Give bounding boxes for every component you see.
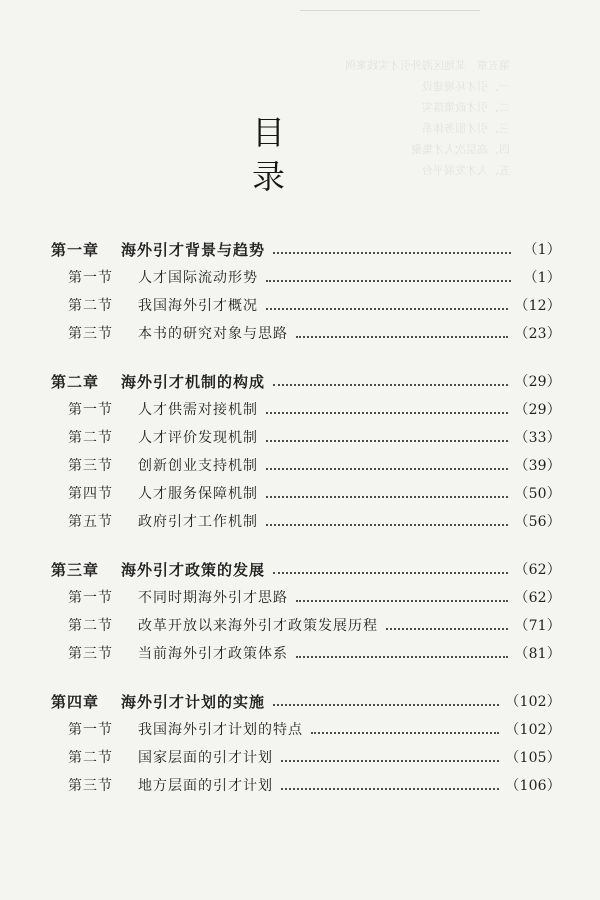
section-number: 第一节 [68, 402, 113, 418]
page-number: （29） [514, 374, 561, 390]
ghost-line: 第五章 某地区海外引才实践案例 [345, 59, 510, 72]
dot-leader [296, 335, 508, 338]
dot-leader [273, 703, 499, 706]
section-title: 人才评价发现机制 [138, 430, 258, 446]
section-title: 人才国际流动形势 [138, 270, 258, 286]
page-number: （23） [514, 326, 561, 342]
section-title: 本书的研究对象与思路 [138, 326, 288, 342]
page-number: （50） [514, 486, 561, 502]
page-number: （102） [505, 694, 561, 710]
section-row [51, 772, 561, 800]
section-number: 第二节 [68, 430, 113, 446]
chapter-block [51, 368, 561, 536]
chapter-number: 第三章 [51, 561, 100, 579]
section-row [51, 396, 561, 424]
chapter-title: 海外引才计划的实施 [121, 693, 266, 711]
page-number: （106） [505, 778, 561, 794]
chapter-number: 第四章 [51, 693, 100, 711]
dot-leader [273, 383, 508, 386]
dot-leader [266, 495, 508, 498]
section-number: 第三节 [68, 326, 113, 342]
section-row [51, 744, 561, 772]
chapter-title: 海外引才政策的发展 [121, 561, 266, 579]
section-row [51, 716, 561, 744]
dot-leader [281, 759, 499, 762]
page-number: （62） [514, 590, 561, 606]
page-number: （56） [514, 514, 561, 530]
section-title: 地方层面的引才计划 [138, 778, 273, 794]
section-title: 改革开放以来海外引才政策发展历程 [138, 618, 378, 634]
page-number: （29） [514, 402, 561, 418]
section-title: 政府引才工作机制 [138, 514, 258, 530]
section-title: 创新创业支持机制 [138, 458, 258, 474]
dot-leader [386, 627, 508, 630]
table-of-contents [51, 236, 561, 800]
page-number: （102） [505, 722, 561, 738]
chapter-block [51, 688, 561, 800]
dot-leader [281, 787, 499, 790]
section-row [51, 584, 561, 612]
ghost-line: 一、引才环境建设 [422, 80, 510, 93]
ghost-line: 五、人才发展平台 [422, 164, 510, 177]
section-number: 第三节 [68, 458, 113, 474]
dot-leader [266, 411, 508, 414]
ghost-line: 二、引才政策落实 [422, 101, 510, 114]
dot-leader [273, 571, 508, 574]
section-row [51, 320, 561, 348]
chapter-row [51, 688, 561, 716]
chapter-row [51, 556, 561, 584]
section-row [51, 264, 561, 292]
section-title: 我国海外引才概况 [138, 298, 258, 314]
section-number: 第二节 [68, 750, 113, 766]
page-title: 目 录 [252, 113, 386, 196]
chapter-title: 海外引才背景与趋势 [121, 241, 266, 259]
chapter-row [51, 368, 561, 396]
chapter-number: 第二章 [51, 373, 100, 391]
section-row [51, 480, 561, 508]
dot-leader [266, 439, 508, 442]
header-rule [300, 0, 480, 11]
dot-leader [266, 523, 508, 526]
dot-leader [296, 655, 508, 658]
chapter-row [51, 236, 561, 264]
page-number: （62） [514, 562, 561, 578]
section-row [51, 292, 561, 320]
section-number: 第一节 [68, 270, 113, 286]
section-number: 第一节 [68, 722, 113, 738]
page-number: （12） [514, 298, 561, 314]
section-number: 第四节 [68, 486, 113, 502]
section-title: 国家层面的引才计划 [138, 750, 273, 766]
section-number: 第三节 [68, 646, 113, 662]
page-number: （33） [514, 430, 561, 446]
section-title: 人才供需对接机制 [138, 402, 258, 418]
section-row [51, 640, 561, 668]
section-title: 不同时期海外引才思路 [138, 590, 288, 606]
section-number: 第二节 [68, 298, 113, 314]
section-title: 我国海外引才计划的特点 [138, 722, 303, 738]
ghost-line: 四、高层次人才集聚 [411, 143, 510, 156]
dot-leader [273, 251, 511, 254]
ghost-line: 三、引才服务体系 [422, 122, 510, 135]
page-number: （1） [523, 270, 561, 286]
dot-leader [266, 279, 511, 282]
page-number: （81） [514, 646, 561, 662]
chapter-number: 第一章 [51, 241, 100, 259]
section-number: 第二节 [68, 618, 113, 634]
dot-leader [266, 307, 508, 310]
section-row [51, 612, 561, 640]
dot-leader [266, 467, 508, 470]
section-number: 第五节 [68, 514, 113, 530]
section-title: 当前海外引才政策体系 [138, 646, 288, 662]
page-number: （71） [514, 618, 561, 634]
section-row [51, 424, 561, 452]
chapter-block [51, 556, 561, 668]
chapter-block [51, 236, 561, 348]
section-row [51, 452, 561, 480]
dot-leader [311, 731, 499, 734]
page-number: （105） [505, 750, 561, 766]
page-number: （1） [523, 242, 561, 258]
page-number: （39） [514, 458, 561, 474]
section-title: 人才服务保障机制 [138, 486, 258, 502]
section-number: 第三节 [68, 778, 113, 794]
dot-leader [296, 599, 508, 602]
chapter-title: 海外引才机制的构成 [121, 373, 266, 391]
section-row [51, 508, 561, 536]
section-number: 第一节 [68, 590, 113, 606]
